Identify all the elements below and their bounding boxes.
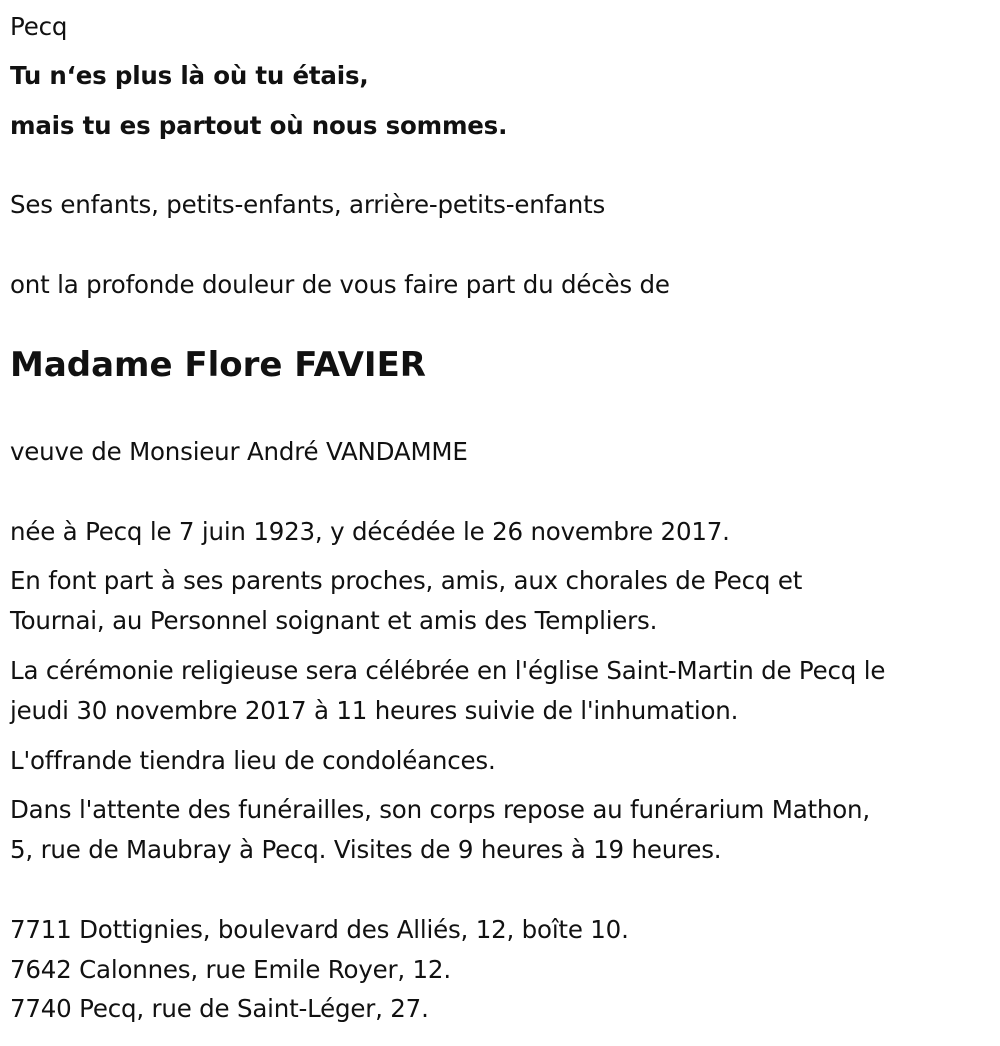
place-header: Pecq <box>10 12 68 41</box>
viewing-line-1: Dans l'attente des funérailles, son corps repose au funérarium Mathon, <box>10 795 870 824</box>
address-line-2: 7642 Calonnes, rue Emile Royer, 12. <box>10 955 451 984</box>
offering-line: L'offrande tiendra lieu de condoléances. <box>10 746 496 775</box>
deceased-name: Madame Flore FAVIER <box>10 345 426 385</box>
viewing-line-2: 5, rue de Maubray à Pecq. Visites de 9 heures à 19 heures. <box>10 835 722 864</box>
ceremony-line-2: jeudi 30 novembre 2017 à 11 heures suivie de l'inhumation. <box>10 696 739 725</box>
quote-line-1: Tu n‘es plus là où tu étais, <box>10 61 369 90</box>
announcement-line: ont la profonde douleur de vous faire part du décès de <box>10 270 670 299</box>
birth-death-line: née à Pecq le 7 juin 1923, y décédée le 26 novembre 2017. <box>10 517 730 546</box>
quote-line-2: mais tu es partout où nous sommes. <box>10 111 508 140</box>
address-line-1: 7711 Dottignies, boulevard des Alliés, 12, boîte 10. <box>10 915 629 944</box>
widow-of-line: veuve de Monsieur André VANDAMME <box>10 437 468 466</box>
notice-line-2: Tournai, au Personnel soignant et amis des Templiers. <box>10 606 658 635</box>
family-line: Ses enfants, petits-enfants, arrière-petits-enfants <box>10 190 606 219</box>
notice-line-1: En font part à ses parents proches, amis, aux chorales de Pecq et <box>10 566 803 595</box>
address-line-3: 7740 Pecq, rue de Saint-Léger, 27. <box>10 994 429 1023</box>
ceremony-line-1: La cérémonie religieuse sera célébrée en l'église Saint-Martin de Pecq le <box>10 656 886 685</box>
